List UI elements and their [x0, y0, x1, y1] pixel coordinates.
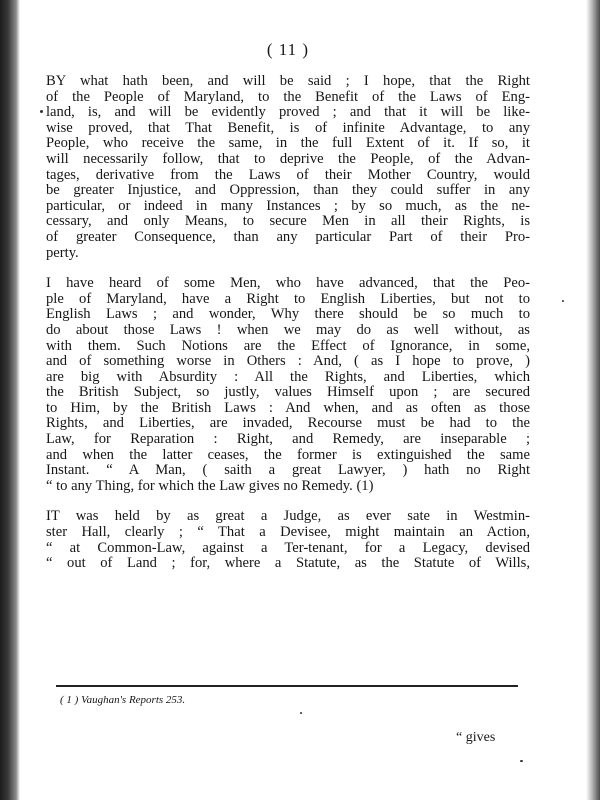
text-line: ster Hall, clearly ; “ That a Devisee, might maintain an Action, [46, 524, 530, 541]
text-line: Rights, and Liberties, are invaded, Recourse must be had to the [46, 415, 530, 432]
text-line: of greater Consequence, than any particular Part of their Pro- [46, 228, 530, 245]
page-number: ( 11 ) [266, 40, 310, 59]
text-line: are big with Absurdity : All the Rights, and Liberties, which [46, 368, 530, 385]
text-line: will necessarily follow, that to deprive the People, of the Advan- [46, 150, 530, 167]
text-line: I have heard of some Men, who have advanced, that the Peo- [46, 275, 530, 292]
text-line: ple of Maryland, have a Right to English Liberties, but not to [46, 290, 530, 307]
paragraph-3 [46, 509, 530, 571]
footnote: ( 1 ) Vaughan's Reports 253. [60, 694, 186, 706]
text-line: and when the latter ceases, the former is extinguished the same [46, 446, 530, 463]
text-line: be greater Injustice, and Oppression, than they could suffer in any [46, 182, 530, 199]
scan-shadow-right [586, 0, 600, 800]
text-line: the British Subject, so justly, values Himself upon ; are secured [46, 384, 530, 401]
text-line: perty. [46, 244, 79, 261]
text-line: People, who receive the same, in the full Extent of it. If so, it [46, 135, 530, 152]
print-speck [300, 712, 302, 714]
text-line: IT was held by as great a Judge, as ever sate in Westmin- [46, 508, 530, 525]
text-line: “ out of Land ; for, where a Statute, as the Statute of Wills, [46, 555, 530, 572]
print-speck [520, 760, 523, 762]
text-line: Instant. “ A Man, ( saith a great Lawyer, ) hath no Right [46, 462, 530, 479]
text-line: BY what hath been, and will be said ; I hope, that the Right [46, 73, 530, 89]
catchword: “ gives [456, 730, 496, 745]
text-line: with them. Such Notions are the Effect of Ignorance, in some, [46, 337, 530, 354]
text-line: “ to any Thing, for which the Law gives no Remedy. (1) [46, 477, 374, 494]
text-line: to Him, by the British Laws : And when, and as often as those [46, 399, 530, 416]
text-line: do about those Laws ! when we may do as well without, as [46, 321, 530, 338]
footnote-rule [56, 685, 518, 687]
scan-shadow-left [0, 0, 20, 800]
text-line: tages, derivative from the Laws of their Mother Country, would [46, 166, 530, 183]
paragraph-1 [46, 74, 530, 261]
text-line: and of something worse in Others : And, ( as I hope to prove, ) [46, 353, 530, 370]
text-line: particular, or indeed in many Instances ; by so much, as the ne- [46, 197, 530, 214]
text-line: wise proved, that That Benefit, is of infinite Advantage, to any [46, 119, 530, 136]
text-line: English Laws ; and wonder, Why there should be so much to [46, 306, 530, 323]
print-speck [562, 300, 564, 302]
text-line: “ at Common-Law, against a Ter-tenant, for a Legacy, devised [46, 539, 530, 556]
text-line: land, is, and will be evidently proved ; and that it will be like- [46, 104, 530, 121]
text-line: of the People of Maryland, to the Benefit of the Laws of Eng- [46, 88, 530, 105]
document-page [46, 40, 530, 572]
paragraph-2 [46, 276, 530, 494]
print-speck [40, 110, 43, 113]
text-line: Law, for Reparation : Right, and Remedy, are inseparable ; [46, 431, 530, 448]
text-line: cessary, and only Means, to secure Men in all their Rights, is [46, 213, 530, 230]
